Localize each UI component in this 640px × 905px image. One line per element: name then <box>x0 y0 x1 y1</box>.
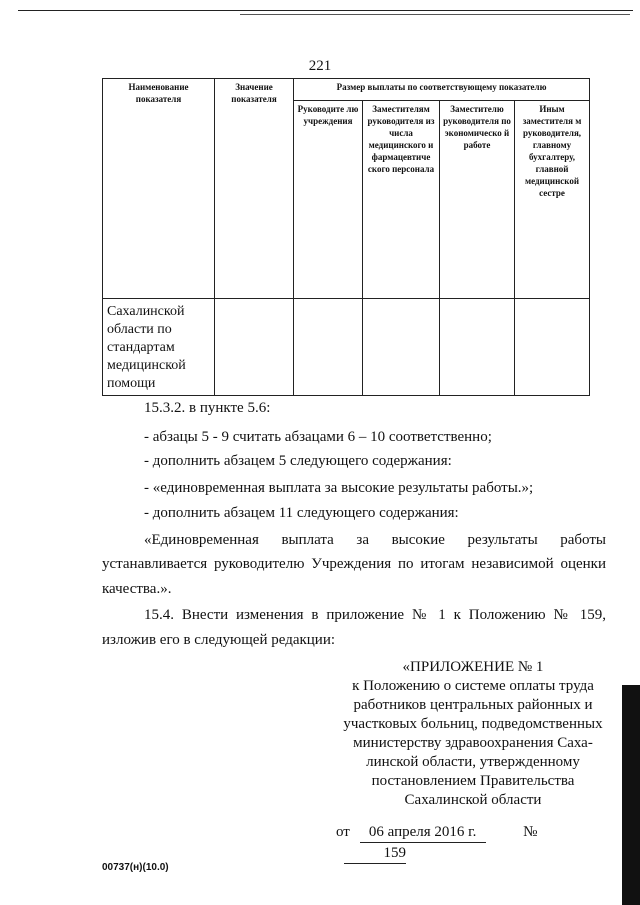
paragraph-add-11: - дополнить абзацем 11 следующего содержания: <box>144 505 459 521</box>
paragraph-quote-line2: устанавливается руководителю Учреждения по итогам независимой оценки <box>102 556 606 572</box>
row-cell-other <box>515 299 590 396</box>
date-value: 06 апреля 2016 г. <box>360 822 486 843</box>
paragraph-quote-line3: качества.». <box>102 581 172 597</box>
paragraph-15-3-2: 15.3.2. в пункте 5.6: <box>144 400 271 416</box>
top-rule <box>18 10 633 11</box>
appendix-line: линской области, утвержденному <box>366 754 580 770</box>
row-indicator-name: Сахалинской области по стандартам медицинской помощи <box>103 299 215 396</box>
subheader-medical-deputies: Заместителям руководителя из числа медицинского и фармацевтиче ского персонала <box>363 101 440 299</box>
appendix-line: к Положению о системе оплаты труда <box>352 678 594 694</box>
appendix-date-line <box>336 822 611 864</box>
paragraph-one-time-payment: - «единовременная выплата за высокие результаты работы.»; <box>144 480 534 496</box>
appendix-line: работников центральных районных и <box>353 697 593 713</box>
paragraph-15-4-line1: 15.4. Внести изменения в приложение № 1 к Положению № 159, <box>144 607 606 623</box>
scan-edge-bar <box>622 685 640 905</box>
subheader-economic-deputy: Заместителю руководителя по экономическо й работе <box>440 101 515 299</box>
subheader-head-of-institution: Руководите лю учреждения <box>294 101 363 299</box>
number-label: № <box>523 824 538 840</box>
paragraph-add-5: - дополнить абзацем 5 следующего содержания: <box>144 453 452 469</box>
header-payment-size: Размер выплаты по соответствующему показателю <box>294 79 590 101</box>
row-cell-value <box>215 299 294 396</box>
header-indicator-name: Наименование показателя <box>103 79 215 299</box>
paragraph-quote-line1: «Единовременная выплата за высокие результаты работы <box>144 532 606 548</box>
row-cell-medical <box>363 299 440 396</box>
number-value: 159 <box>344 843 406 864</box>
page-number: 221 <box>308 58 332 74</box>
date-from-label: от <box>336 824 350 840</box>
header-indicator-value: Значение показателя <box>215 79 294 299</box>
payment-table <box>102 78 590 396</box>
appendix-line: участковых больниц, подведомственных <box>343 716 603 732</box>
appendix-line: министерству здравоохранения Саха- <box>353 735 593 751</box>
top-rule-secondary <box>240 14 630 15</box>
paragraph-15-4-line2: изложив его в следующей редакции: <box>102 632 336 648</box>
appendix-title: «ПРИЛОЖЕНИЕ № 1 <box>402 659 544 675</box>
appendix-line: Сахалинской области <box>404 792 542 808</box>
row-cell-head <box>294 299 363 396</box>
footer-code: 00737(н)(10.0) <box>102 862 169 873</box>
appendix-line: постановлением Правительства <box>371 773 575 789</box>
row-cell-economic <box>440 299 515 396</box>
paragraph-renumber: - абзацы 5 - 9 считать абзацами 6 – 10 соответственно; <box>144 429 492 445</box>
subheader-other-deputies: Иным заместителя м руководителя, главному бухгалтеру, главной медицинской сестре <box>515 101 590 299</box>
